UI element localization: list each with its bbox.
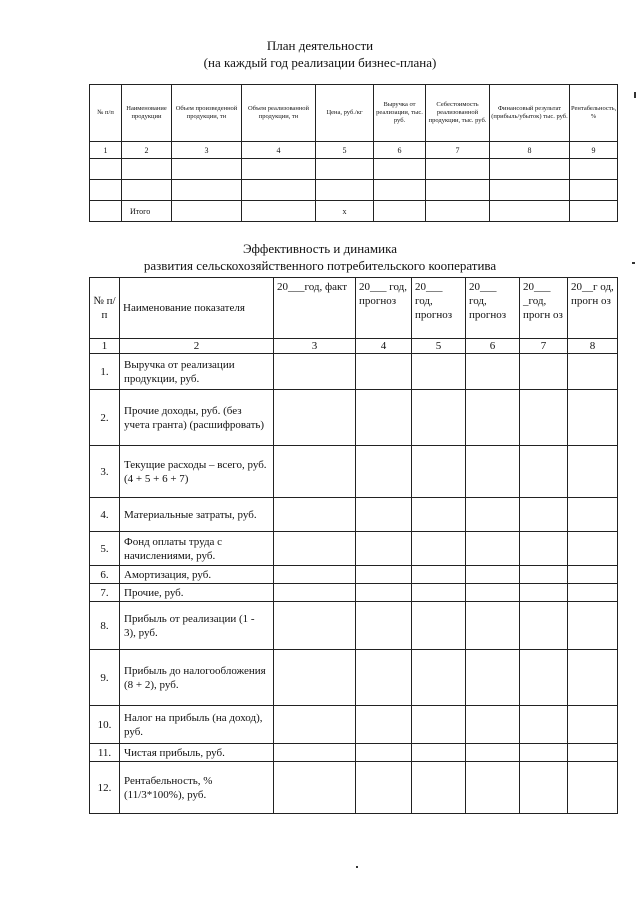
row-number: 12. — [90, 762, 120, 814]
empty-cell[interactable] — [356, 390, 412, 446]
empty-cell[interactable] — [412, 566, 466, 584]
empty-cell[interactable] — [274, 354, 356, 390]
plan-total-row — [90, 201, 618, 222]
empty-cell[interactable] — [356, 566, 412, 584]
row-number: 2. — [90, 390, 120, 446]
table-row — [90, 762, 618, 814]
plan-subtitle: (на каждый год реализации бизнес-плана) — [203, 55, 437, 70]
empty-cell[interactable] — [274, 566, 356, 584]
column-number: 2 — [122, 142, 172, 159]
empty-cell[interactable] — [374, 159, 426, 180]
empty-cell[interactable] — [466, 566, 520, 584]
indicator-name: Чистая прибыль, руб. — [120, 744, 274, 762]
plan-header-row — [90, 85, 618, 142]
indicator-name: Материальные затраты, руб. — [120, 498, 274, 532]
empty-cell[interactable] — [122, 159, 172, 180]
header-forecast: 20___ год, прогноз — [356, 278, 412, 339]
empty-cell[interactable] — [356, 498, 412, 532]
column-number: 6 — [466, 339, 520, 354]
empty-cell[interactable] — [520, 650, 568, 706]
efficiency-header-row — [90, 278, 618, 339]
empty-cell[interactable] — [412, 532, 466, 566]
efficiency-rows — [90, 354, 618, 814]
empty-cell[interactable] — [274, 744, 356, 762]
empty-cell[interactable] — [568, 566, 618, 584]
empty-cell[interactable] — [412, 584, 466, 602]
empty-cell[interactable] — [274, 584, 356, 602]
empty-cell[interactable] — [466, 744, 520, 762]
empty-cell[interactable] — [426, 159, 490, 180]
plan-header-cell: Наименование продукции — [122, 85, 172, 142]
plan-title: План деятельности — [266, 38, 374, 53]
efficiency-table — [89, 277, 618, 814]
empty-cell[interactable] — [412, 602, 466, 650]
indicator-name: Фонд оплаты труда с начислениями, руб. — [120, 532, 274, 566]
row-number: 10. — [90, 706, 120, 744]
indicator-name: Выручка от реализации продукции, руб. — [120, 354, 274, 390]
row-number: 8. — [90, 602, 120, 650]
plan-empty-row — [90, 159, 618, 180]
empty-cell[interactable] — [466, 354, 520, 390]
empty-cell[interactable] — [520, 498, 568, 532]
empty-cell[interactable] — [520, 566, 568, 584]
empty-cell[interactable] — [520, 390, 568, 446]
empty-cell[interactable] — [466, 532, 520, 566]
empty-cell[interactable] — [412, 744, 466, 762]
empty-cell[interactable] — [466, 584, 520, 602]
empty-cell[interactable] — [242, 201, 316, 222]
scan-mark — [356, 866, 358, 868]
empty-cell[interactable] — [412, 762, 466, 814]
column-number: 5 — [316, 142, 374, 159]
empty-cell[interactable] — [570, 159, 618, 180]
row-number: 3. — [90, 446, 120, 498]
empty-cell[interactable] — [356, 602, 412, 650]
empty-cell[interactable] — [568, 532, 618, 566]
empty-cell[interactable] — [466, 498, 520, 532]
plan-header-cell: Выручка от реализации, тыс. руб. — [374, 85, 426, 142]
empty-cell[interactable] — [356, 744, 412, 762]
empty-cell[interactable] — [426, 180, 490, 201]
empty-cell[interactable] — [490, 201, 570, 222]
column-number: 8 — [490, 142, 570, 159]
plan-table — [89, 84, 618, 222]
empty-cell[interactable] — [172, 180, 242, 201]
empty-cell[interactable] — [412, 354, 466, 390]
column-number: 6 — [374, 142, 426, 159]
empty-cell[interactable] — [570, 180, 618, 201]
empty-cell[interactable] — [356, 650, 412, 706]
empty-cell[interactable] — [466, 762, 520, 814]
total-label: Итого — [122, 201, 172, 222]
empty-cell[interactable] — [490, 180, 570, 201]
column-number: 4 — [242, 142, 316, 159]
empty-cell[interactable] — [412, 706, 466, 744]
indicator-name: Прибыль от реализации (1 - 3), руб. — [120, 602, 274, 650]
empty-cell[interactable] — [568, 498, 618, 532]
empty-cell[interactable] — [466, 390, 520, 446]
column-number: 3 — [172, 142, 242, 159]
empty-cell[interactable] — [568, 706, 618, 744]
table-row — [90, 602, 618, 650]
empty-cell[interactable] — [242, 159, 316, 180]
empty-cell[interactable] — [356, 584, 412, 602]
empty-cell[interactable] — [374, 201, 426, 222]
table-row — [90, 498, 618, 532]
scan-mark — [634, 92, 636, 98]
header-num: № п/п — [90, 278, 120, 339]
empty-cell[interactable] — [568, 390, 618, 446]
empty-cell[interactable] — [568, 446, 618, 498]
row-number: 6. — [90, 566, 120, 584]
column-number: 1 — [90, 339, 120, 354]
column-number: 2 — [120, 339, 274, 354]
empty-cell[interactable] — [520, 602, 568, 650]
empty-cell[interactable] — [520, 584, 568, 602]
empty-cell[interactable] — [520, 354, 568, 390]
empty-cell[interactable] — [568, 354, 618, 390]
empty-cell[interactable] — [356, 354, 412, 390]
empty-cell[interactable] — [520, 446, 568, 498]
column-number: 1 — [90, 142, 122, 159]
indicator-name: Текущие расходы – всего, руб. (4 + 5 + 6 + 7) — [120, 446, 274, 498]
empty-cell[interactable] — [356, 706, 412, 744]
empty-cell[interactable] — [90, 180, 122, 201]
empty-cell[interactable] — [274, 650, 356, 706]
plan-empty-row — [90, 180, 618, 201]
empty-cell[interactable] — [316, 180, 374, 201]
empty-cell[interactable] — [568, 584, 618, 602]
indicator-name: Рентабельность, % (11/3*100%), руб. — [120, 762, 274, 814]
header-forecast: 20__г од, прогн оз — [568, 278, 618, 339]
plan-header-cell: Объем реализованной продукции, тн — [242, 85, 316, 142]
column-number: 5 — [412, 339, 466, 354]
plan-number-row — [90, 142, 618, 159]
empty-cell[interactable] — [520, 762, 568, 814]
plan-header-cell: Финансовый результат (прибыль/убыток) тыс. руб. — [490, 85, 570, 142]
empty-cell[interactable] — [520, 744, 568, 762]
plan-header-cell: № п/п — [90, 85, 122, 142]
scan-mark — [632, 262, 635, 264]
empty-cell[interactable] — [356, 446, 412, 498]
empty-cell[interactable] — [520, 532, 568, 566]
empty-cell[interactable] — [412, 498, 466, 532]
empty-cell[interactable] — [274, 390, 356, 446]
empty-cell[interactable] — [412, 390, 466, 446]
indicator-name: Прочие доходы, руб. (без учета гранта) (расшифровать) — [120, 390, 274, 446]
empty-cell[interactable] — [274, 446, 356, 498]
table-row — [90, 744, 618, 762]
empty-cell[interactable] — [466, 602, 520, 650]
efficiency-title: Эффективность и динамика — [242, 241, 398, 256]
empty-cell[interactable] — [570, 201, 618, 222]
empty-cell[interactable] — [356, 532, 412, 566]
indicator-name: Налог на прибыль (на доход), руб. — [120, 706, 274, 744]
empty-cell[interactable] — [426, 201, 490, 222]
indicator-name: Прочие, руб. — [120, 584, 274, 602]
table-row — [90, 532, 618, 566]
indicator-name: Амортизация, руб. — [120, 566, 274, 584]
empty-cell[interactable] — [274, 498, 356, 532]
empty-cell[interactable] — [490, 159, 570, 180]
empty-cell[interactable] — [274, 602, 356, 650]
plan-header-cell: Рентабельность, % — [570, 85, 618, 142]
efficiency-number-row — [90, 339, 618, 354]
table-row — [90, 354, 618, 390]
table-row — [90, 584, 618, 602]
empty-cell[interactable] — [568, 650, 618, 706]
empty-cell[interactable] — [274, 532, 356, 566]
empty-cell[interactable] — [90, 159, 122, 180]
column-number: 9 — [570, 142, 618, 159]
column-number: 7 — [520, 339, 568, 354]
empty-cell[interactable] — [172, 201, 242, 222]
empty-cell[interactable] — [568, 602, 618, 650]
column-number: 4 — [356, 339, 412, 354]
row-number: 5. — [90, 532, 120, 566]
column-number: 8 — [568, 339, 618, 354]
empty-cell[interactable] — [274, 706, 356, 744]
empty-cell[interactable] — [242, 180, 316, 201]
plan-header-cell: Объем произведенной продукции, тн — [172, 85, 242, 142]
table-row — [90, 650, 618, 706]
table-row — [90, 390, 618, 446]
header-forecast: 20___ год, прогноз — [466, 278, 520, 339]
empty-cell[interactable] — [274, 762, 356, 814]
row-number: 1. — [90, 354, 120, 390]
column-number: 3 — [274, 339, 356, 354]
row-number: 11. — [90, 744, 120, 762]
empty-cell[interactable] — [466, 446, 520, 498]
empty-cell[interactable] — [466, 706, 520, 744]
row-number: 7. — [90, 584, 120, 602]
header-forecast: 20___ год, прогноз — [412, 278, 466, 339]
price-x-mark: х — [316, 201, 374, 222]
plan-header-cell: Себестоимость реализованной продукции, тыс. руб. — [426, 85, 490, 142]
header-forecast: 20___ _год, прогн оз — [520, 278, 568, 339]
table-row — [90, 566, 618, 584]
table-row — [90, 446, 618, 498]
empty-cell[interactable] — [356, 762, 412, 814]
column-number: 7 — [426, 142, 490, 159]
empty-cell[interactable] — [374, 180, 426, 201]
efficiency-subtitle: развития сельскохозяйственного потребительского кооператива — [143, 258, 497, 273]
plan-header-cell: Цена, руб./кг — [316, 85, 374, 142]
empty-cell[interactable] — [466, 650, 520, 706]
empty-cell[interactable] — [568, 762, 618, 814]
empty-cell[interactable] — [316, 159, 374, 180]
row-number: 4. — [90, 498, 120, 532]
indicator-name: Прибыль до налогообложения (8 + 2), руб. — [120, 650, 274, 706]
empty-cell[interactable] — [520, 706, 568, 744]
empty-cell[interactable] — [172, 159, 242, 180]
empty-cell[interactable] — [568, 744, 618, 762]
empty-cell[interactable] — [412, 446, 466, 498]
header-name: Наименование показателя — [120, 278, 274, 339]
empty-cell[interactable] — [412, 650, 466, 706]
empty-cell[interactable] — [122, 180, 172, 201]
row-number: 9. — [90, 650, 120, 706]
table-row — [90, 706, 618, 744]
empty-cell[interactable] — [90, 201, 122, 222]
header-fact: 20___год, факт — [274, 278, 356, 339]
